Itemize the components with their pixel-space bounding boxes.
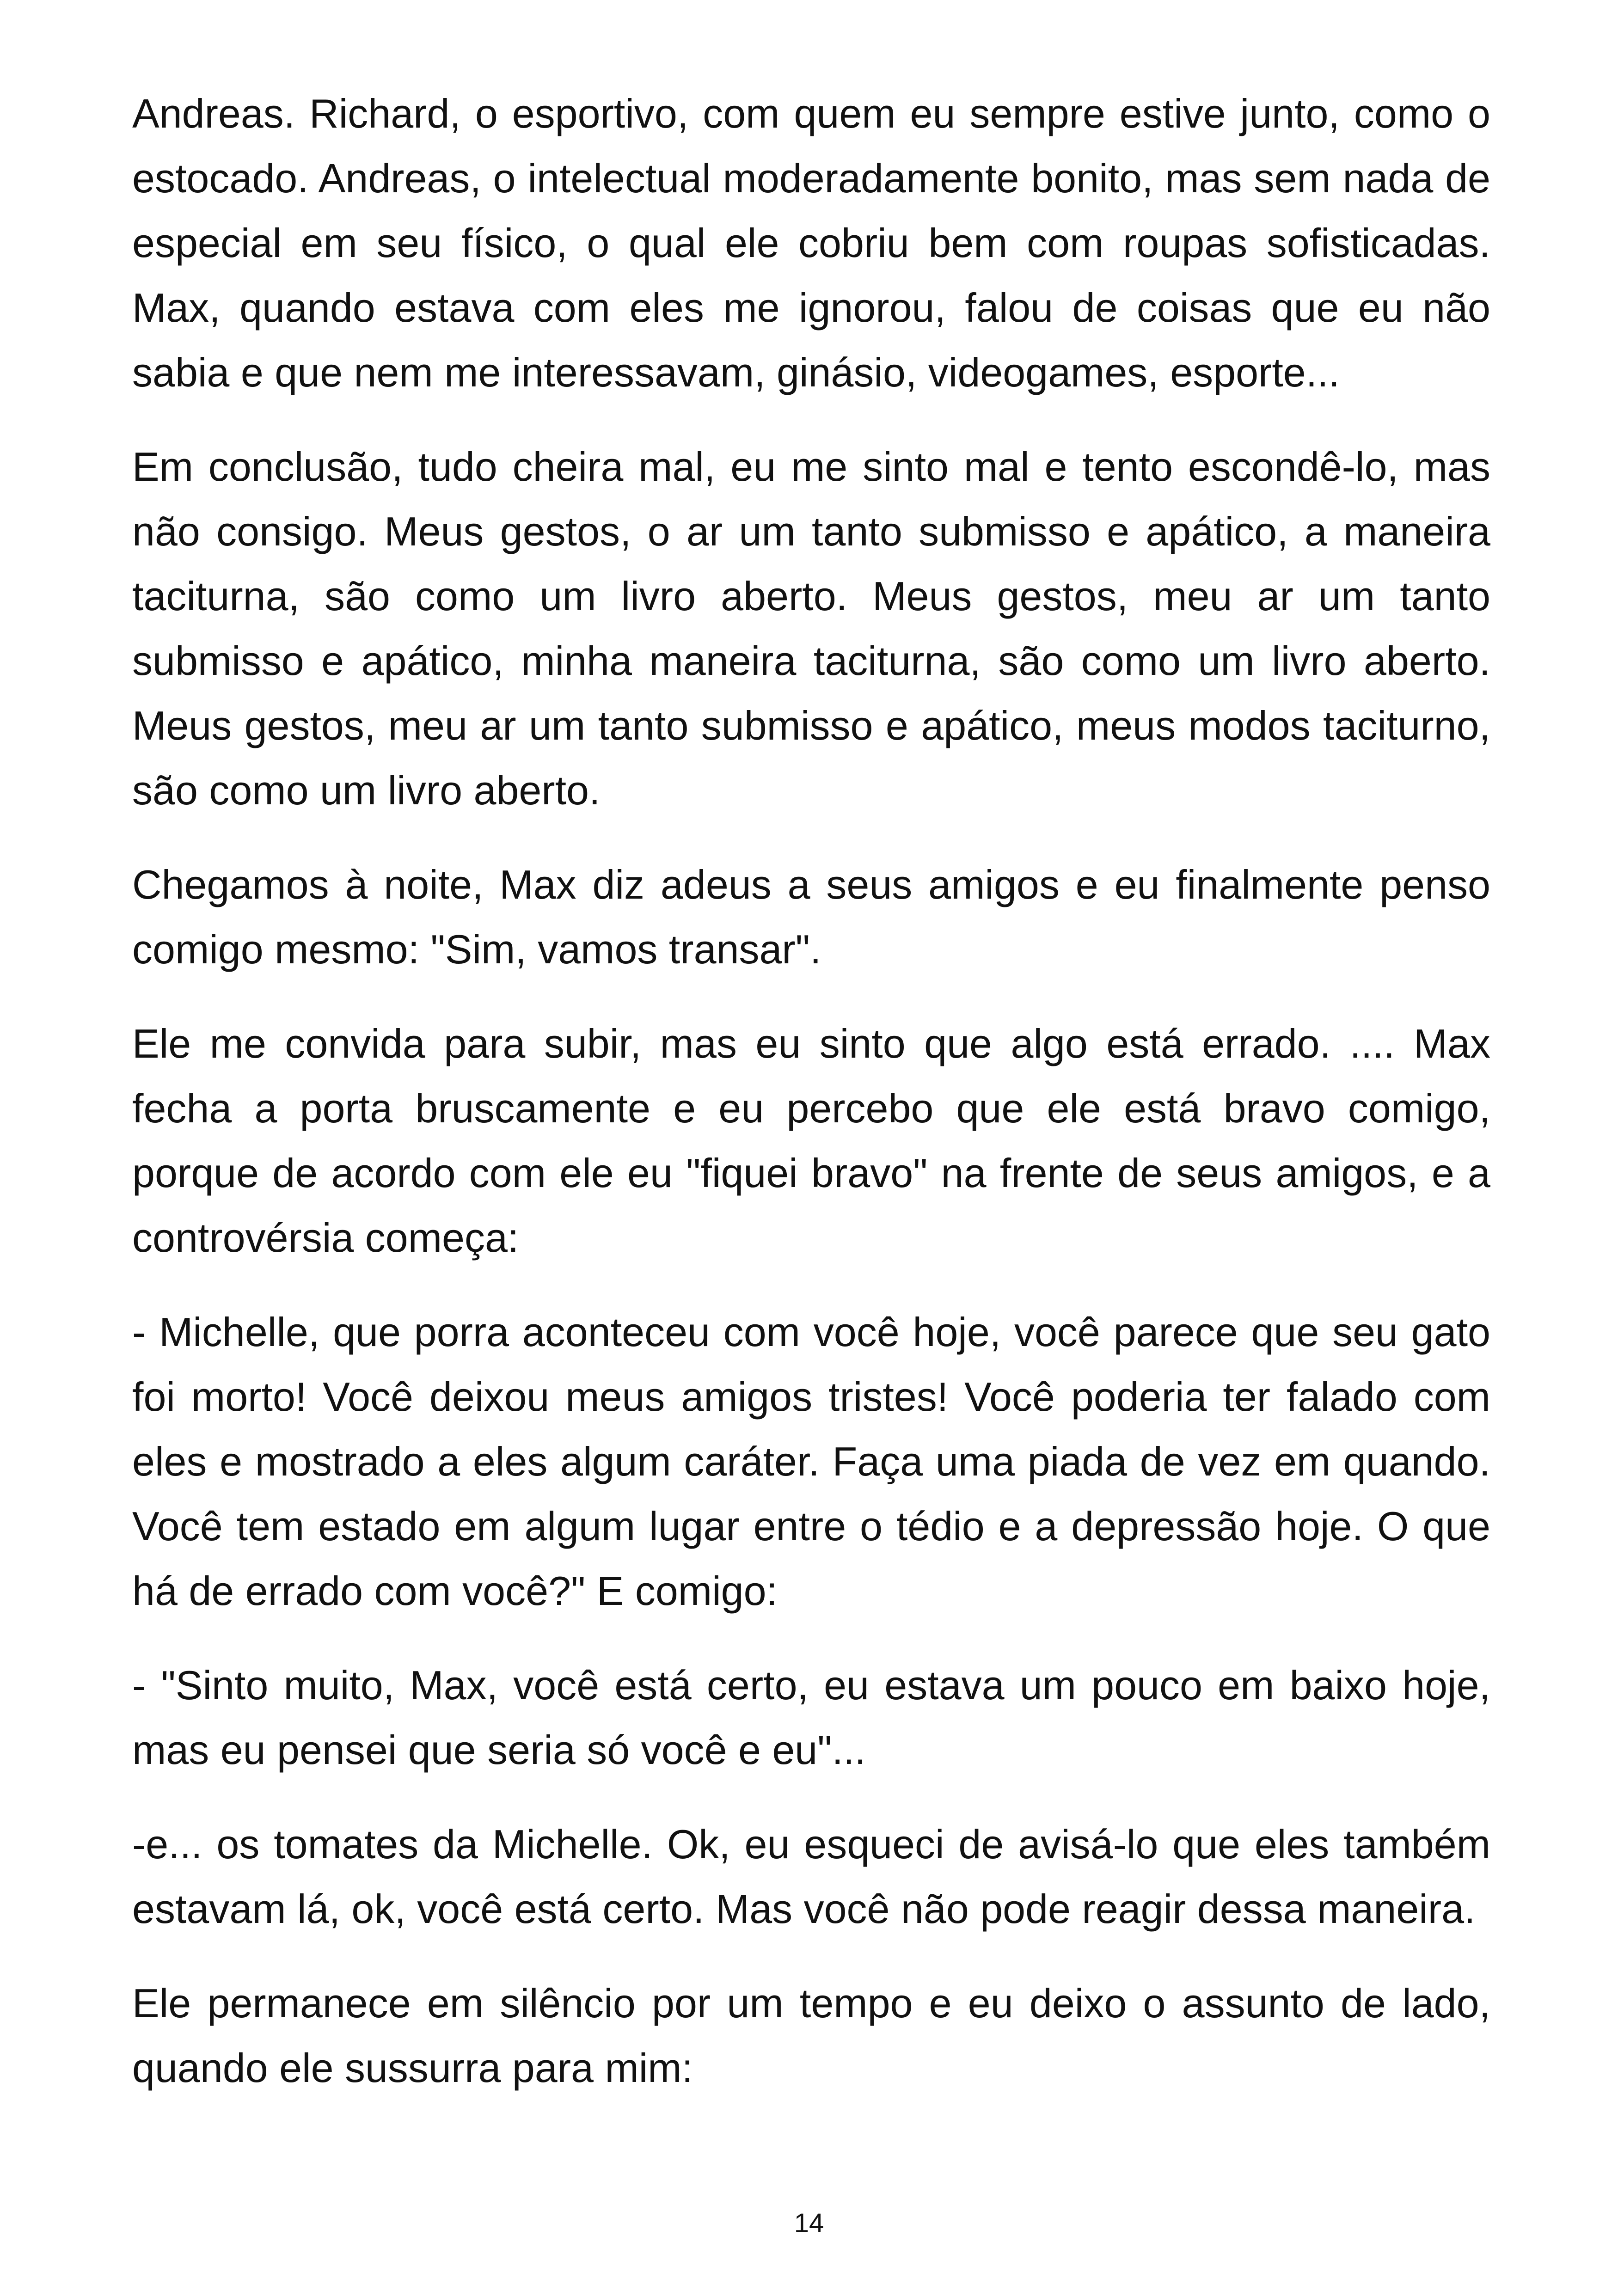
paragraph-8: Ele permanece em silêncio por um tempo e eu deixo o assunto de lado, quando ele sussurra para mim: (132, 1980, 1490, 2091)
paragraph-3: Chegamos à noite, Max diz adeus a seus amigos e eu finalmente penso comigo mesmo: "Sim, vamos transar". (132, 862, 1490, 972)
paragraph-5: - Michelle, que porra aconteceu com você hoje, você parece que seu gato foi morto! Você deixou meus amigos tristes! Você poderia ter falado com eles e mostrado a eles algum caráter. Faça uma piada de vez em quando. Você tem estado em algum lugar entre o tédio e a depressão hoje. O que há de errado com você?" E comigo: (132, 1309, 1490, 1614)
paragraph-6: - "Sinto muito, Max, você está certo, eu estava um pouco em baixo hoje, mas eu pensei que seria só você e eu"... (132, 1662, 1490, 1773)
paragraph-7: -e... os tomates da Michelle. Ok, eu esqueci de avisá-lo que eles também estavam lá, ok, você está certo. Mas você não pode reagir dessa maneira. (132, 1821, 1490, 1932)
paragraph-2: Em conclusão, tudo cheira mal, eu me sinto mal e tento escondê-lo, mas não consigo. Meus gestos, o ar um tanto submisso e apático, a maneira taciturna, são como um livro aberto. Meus gestos, meu ar um tanto submisso e apático, minha maneira taciturna, são como um livro aberto. Meus gestos, meu ar um tanto submisso e apático, meus modos taciturno, são como um livro aberto. (132, 444, 1490, 813)
body-text (132, 81, 1490, 2100)
paragraph-4: Ele me convida para subir, mas eu sinto que algo está errado. .... Max fecha a porta bruscamente e eu percebo que ele está bravo comigo, porque de acordo com ele eu "fiquei bravo" na frente de seus amigos, e a controvérsia começa: (132, 1021, 1490, 1261)
paragraph-1: Andreas. Richard, o esportivo, com quem eu sempre estive junto, como o estocado. Andreas, o intelectual moderadamente bonito, mas sem nada de especial em seu físico, o qual ele cobriu bem com roupas sofisticadas. Max, quando estava com eles me ignorou, falou de coisas que eu não sabia e que nem me interessavam, ginásio, videogames, esporte... (132, 91, 1490, 395)
page-number: 14 (794, 2208, 824, 2238)
